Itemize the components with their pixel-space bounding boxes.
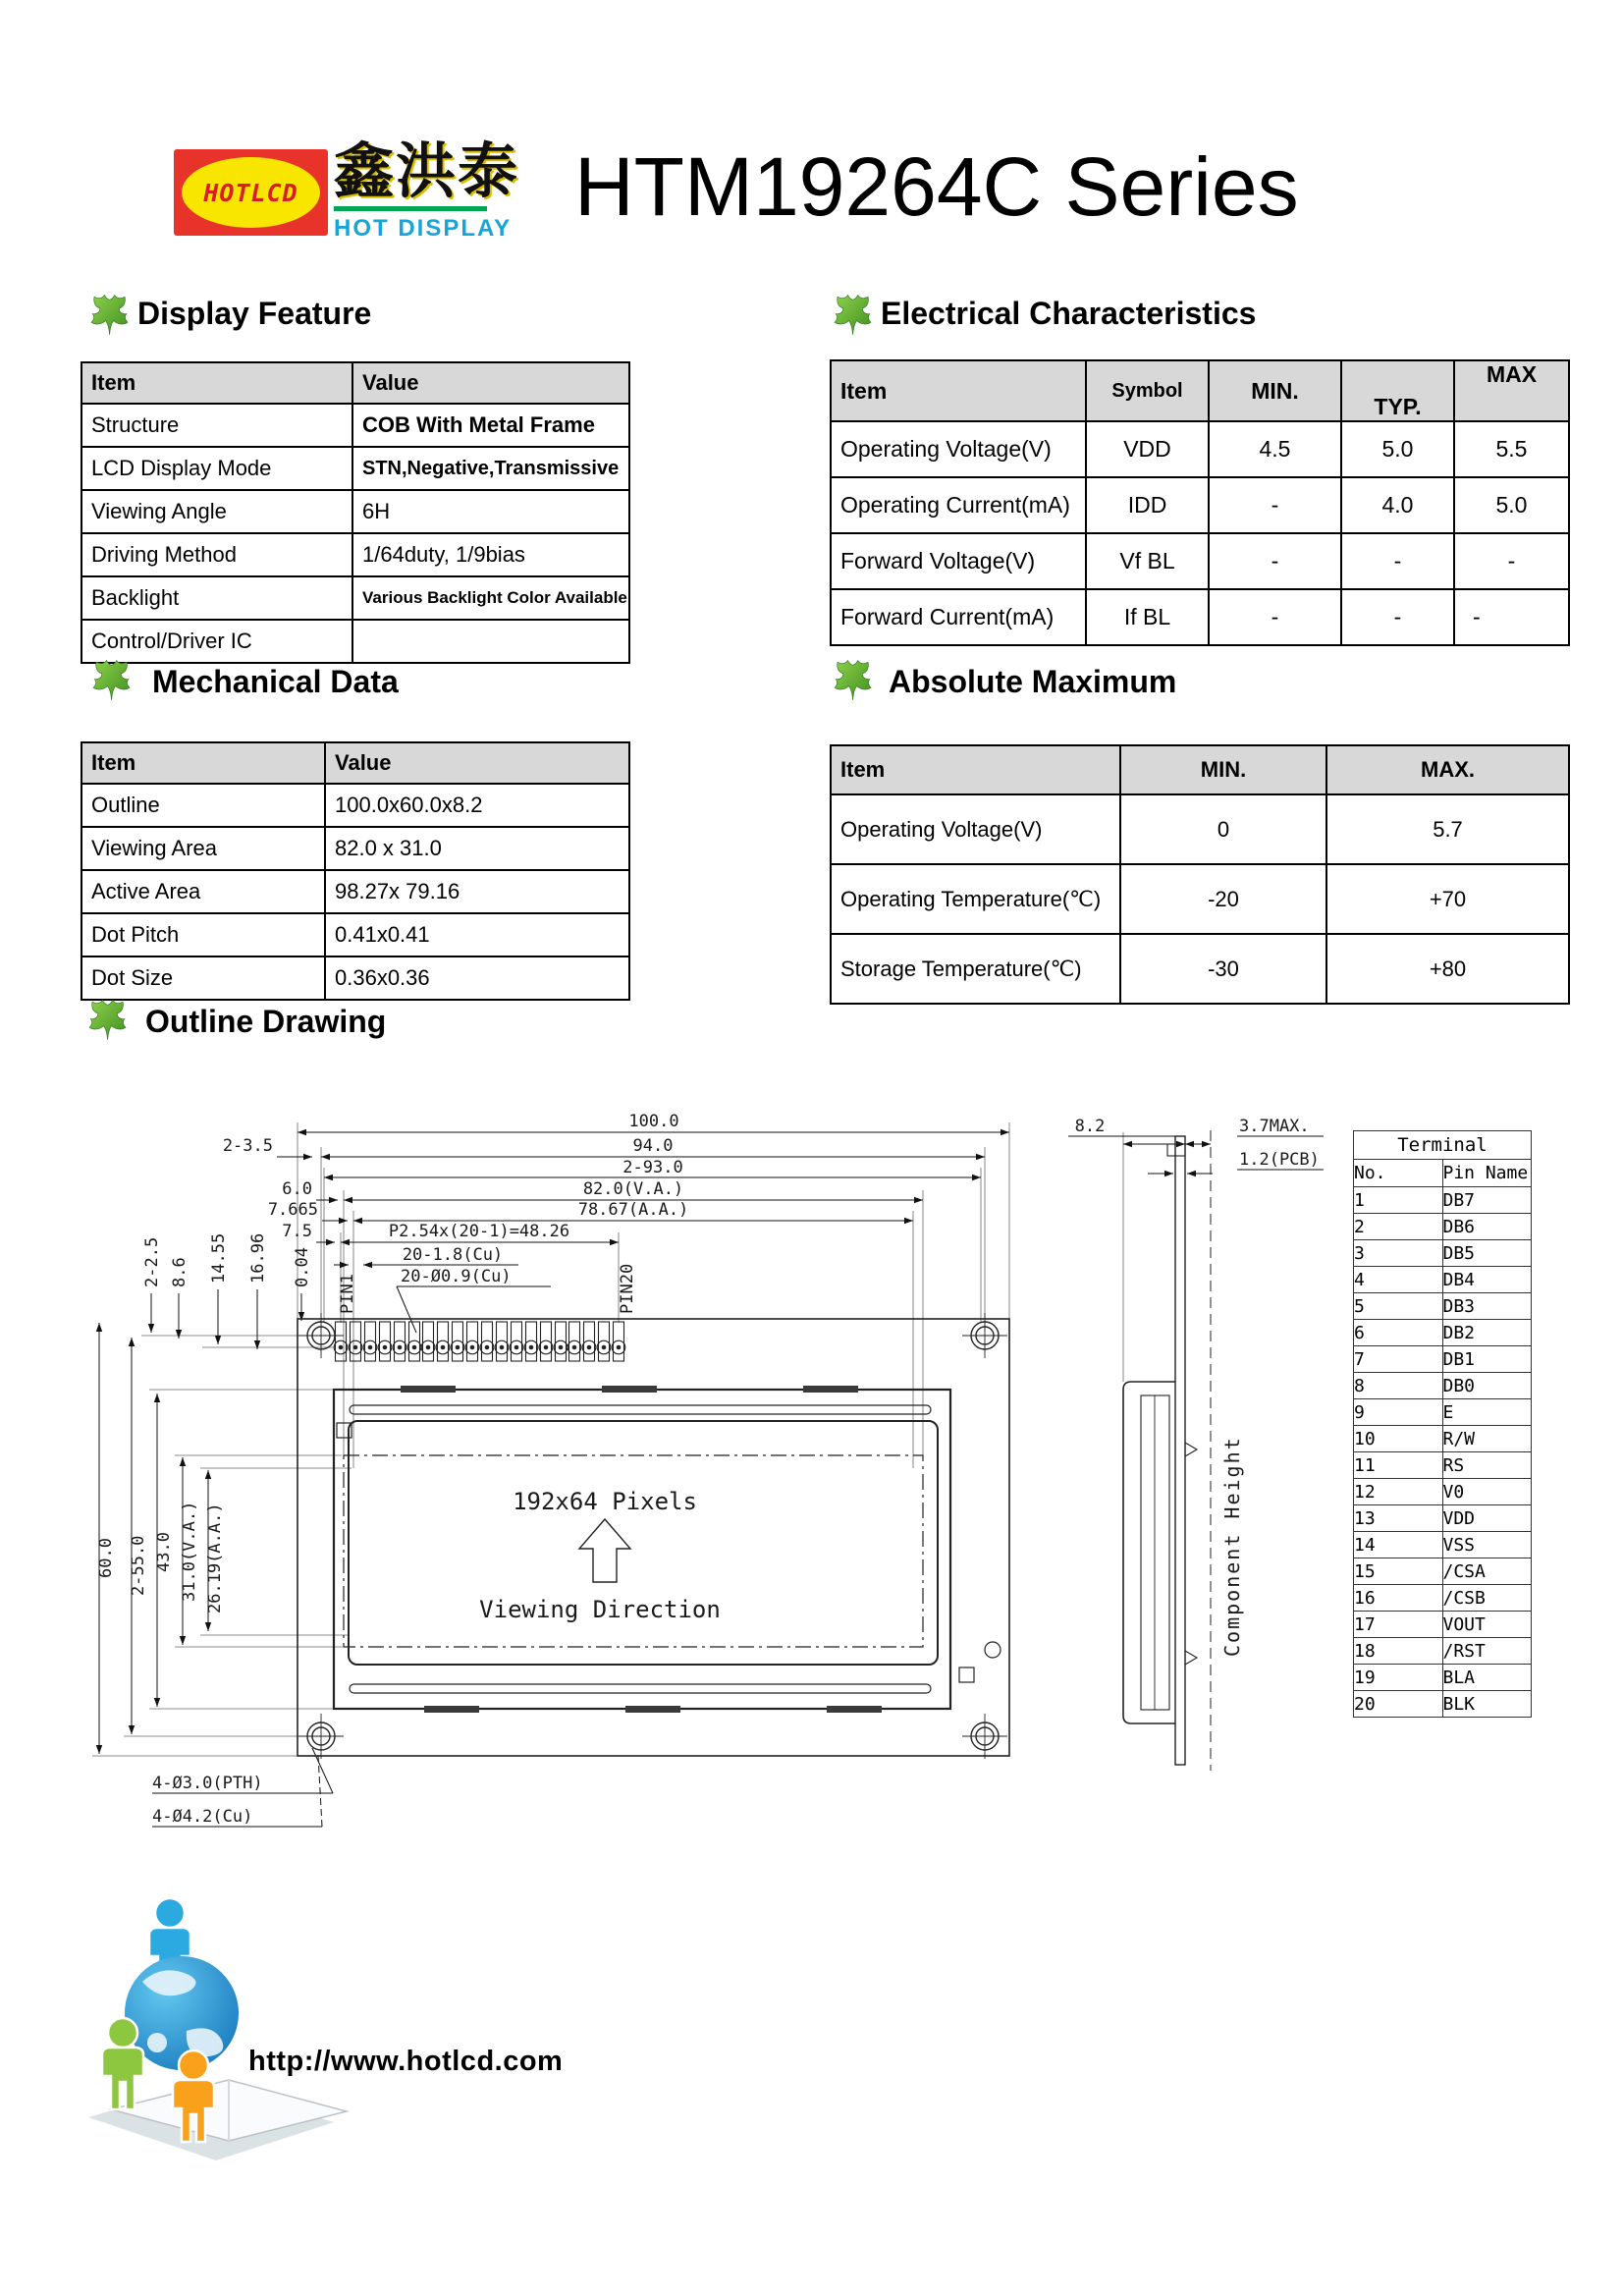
pin-name: DB7 xyxy=(1442,1187,1532,1214)
brand-logo xyxy=(174,149,328,236)
mechanical-table xyxy=(81,741,630,1001)
pin-number: 9 xyxy=(1354,1399,1443,1426)
side-view xyxy=(1123,1130,1211,1771)
footer-globe-logo xyxy=(83,1884,407,2178)
website-link[interactable]: http://www.hotlcd.com xyxy=(248,2046,564,2077)
table-row xyxy=(831,589,1569,645)
cell-typ: 4.0 xyxy=(1341,477,1454,533)
column-header: Symbol xyxy=(1086,360,1209,421)
mounting-hole xyxy=(298,1714,344,1759)
cell-item: Viewing Area xyxy=(81,827,325,870)
column-header: MAX xyxy=(1454,360,1569,421)
table-row xyxy=(831,421,1569,477)
viewing-direction-label: Viewing Direction xyxy=(479,1596,721,1623)
cell-max: +70 xyxy=(1326,864,1569,934)
cell-max: +80 xyxy=(1326,934,1569,1004)
pin-name: DB5 xyxy=(1442,1240,1532,1267)
logo-chinese-text: 鑫洪泰 xyxy=(334,137,520,204)
terminal-row xyxy=(1354,1187,1532,1214)
terminal-row xyxy=(1354,1505,1532,1532)
cell-item: Forward Current(mA) xyxy=(831,589,1086,645)
cell-symbol: Vf BL xyxy=(1086,533,1209,589)
mounting-hole xyxy=(962,1313,1007,1358)
dim-label: 2-2.5 xyxy=(142,1236,162,1287)
logo-ellipse xyxy=(182,157,320,228)
leaf-icon xyxy=(830,291,875,336)
cell-min: -30 xyxy=(1120,934,1326,1004)
terminal-row xyxy=(1354,1585,1532,1612)
cell-item: Operating Voltage(V) xyxy=(831,794,1120,864)
component-height-label: Component Height xyxy=(1220,1436,1244,1657)
pin20-label: PIN20 xyxy=(618,1263,637,1314)
column-header: Item xyxy=(81,742,325,784)
cell-max: - xyxy=(1454,589,1569,645)
cell-typ: - xyxy=(1341,533,1454,589)
terminal-row xyxy=(1354,1426,1532,1452)
column-header: No. xyxy=(1354,1160,1443,1187)
terminal-row xyxy=(1354,1452,1532,1479)
dim-label: 20-Ø0.9(Cu) xyxy=(401,1267,512,1286)
logo-underline xyxy=(334,206,487,211)
cell-value: STN,Negative,Transmissive xyxy=(352,447,629,490)
pin-number: 2 xyxy=(1354,1214,1443,1240)
cell-item: Driving Method xyxy=(81,533,352,576)
pin-name: RS xyxy=(1442,1452,1532,1479)
dim-label: 31.0(V.A.) xyxy=(180,1501,199,1602)
cell-symbol: VDD xyxy=(1086,421,1209,477)
table-row xyxy=(831,533,1569,589)
dim-label: 60.0 xyxy=(96,1538,116,1578)
pin-number: 11 xyxy=(1354,1452,1443,1479)
pin-number: 8 xyxy=(1354,1373,1443,1399)
leaf-icon xyxy=(84,996,130,1041)
pin-number: 13 xyxy=(1354,1505,1443,1532)
terminal-row xyxy=(1354,1399,1532,1426)
pin-name: DB3 xyxy=(1442,1293,1532,1320)
column-header: MAX. xyxy=(1326,745,1569,794)
pin-number: 7 xyxy=(1354,1346,1443,1373)
cell-min: - xyxy=(1209,533,1341,589)
dim-label: 94.0 xyxy=(632,1136,674,1156)
terminal-title: Terminal xyxy=(1354,1131,1532,1160)
column-header: MIN. xyxy=(1120,745,1326,794)
terminal-title-row xyxy=(1354,1131,1532,1160)
pin-name: VOUT xyxy=(1442,1612,1532,1638)
hole-callout: 4-Ø3.0(PTH) xyxy=(152,1774,263,1793)
cell-item: Control/Driver IC xyxy=(81,620,352,663)
cell-max: - xyxy=(1454,533,1569,589)
cell-value: 0.36x0.36 xyxy=(325,957,629,1000)
table-row xyxy=(81,404,629,447)
mounting-hole xyxy=(298,1313,344,1358)
person-figure-green xyxy=(102,2018,143,2109)
pin1-label: PIN1 xyxy=(338,1274,357,1314)
table-row xyxy=(831,794,1569,864)
cell-item: Forward Voltage(V) xyxy=(831,533,1086,589)
pin-name: DB1 xyxy=(1442,1346,1532,1373)
cell-item: Viewing Angle xyxy=(81,490,352,533)
leaf-icon xyxy=(86,291,132,336)
cell-value: 6H xyxy=(352,490,629,533)
terminal-table xyxy=(1353,1130,1532,1718)
cell-min: - xyxy=(1209,477,1341,533)
pixels-label: 192x64 Pixels xyxy=(513,1488,697,1515)
dim-label: 0.04 xyxy=(293,1247,312,1287)
dim-label: 43.0 xyxy=(154,1532,174,1572)
column-header: Value xyxy=(325,742,629,784)
terminal-row xyxy=(1354,1240,1532,1267)
cell-value: 100.0x60.0x8.2 xyxy=(325,784,629,827)
cell-item: Structure xyxy=(81,404,352,447)
dim-label: 2-93.0 xyxy=(622,1158,683,1177)
cell-value: 0.41x0.41 xyxy=(325,913,629,957)
page-title: HTM19264C Series xyxy=(574,140,1299,233)
display-feature-table xyxy=(81,361,630,664)
table-header-row xyxy=(81,362,629,404)
cell-value: 1/64duty, 1/9bias xyxy=(352,533,629,576)
cell-item: LCD Display Mode xyxy=(81,447,352,490)
pin-number: 14 xyxy=(1354,1532,1443,1558)
table-row xyxy=(81,576,629,620)
pin-number: 19 xyxy=(1354,1665,1443,1691)
table-row xyxy=(81,913,629,957)
dim-label: 8.2 xyxy=(1074,1117,1106,1136)
cell-typ: 5.0 xyxy=(1341,421,1454,477)
pin-number: 16 xyxy=(1354,1585,1443,1612)
hole-callout: 4-Ø4.2(Cu) xyxy=(152,1807,253,1827)
cell-item: Outline xyxy=(81,784,325,827)
dim-label: 26.19(A.A.) xyxy=(205,1503,225,1613)
terminal-header-row xyxy=(1354,1160,1532,1187)
cell-item: Operating Current(mA) xyxy=(831,477,1086,533)
pin-number: 4 xyxy=(1354,1267,1443,1293)
pin-number: 10 xyxy=(1354,1426,1443,1452)
dim-label: 7.665 xyxy=(267,1200,318,1220)
cell-max: 5.7 xyxy=(1326,794,1569,864)
leaf-icon xyxy=(88,656,134,701)
cell-item: Operating Voltage(V) xyxy=(831,421,1086,477)
table-row xyxy=(81,827,629,870)
cell-value: Various Backlight Color Available xyxy=(352,576,629,620)
pin-name: VSS xyxy=(1442,1532,1532,1558)
terminal-row xyxy=(1354,1267,1532,1293)
dim-label: 8.6 xyxy=(170,1257,189,1287)
cell-min: 0 xyxy=(1120,794,1326,864)
pin-name: R/W xyxy=(1442,1426,1532,1452)
table-header-row xyxy=(831,360,1569,421)
dim-label: P2.54x(20-1)=48.26 xyxy=(388,1222,570,1241)
pin-number: 20 xyxy=(1354,1691,1443,1718)
pin-name: DB2 xyxy=(1442,1320,1532,1346)
pin-name: E xyxy=(1442,1399,1532,1426)
pin-number: 17 xyxy=(1354,1612,1443,1638)
dim-label: 14.55 xyxy=(209,1232,229,1284)
pin-number: 3 xyxy=(1354,1240,1443,1267)
cell-symbol: If BL xyxy=(1086,589,1209,645)
terminal-row xyxy=(1354,1293,1532,1320)
cell-min: -20 xyxy=(1120,864,1326,934)
terminal-row xyxy=(1354,1612,1532,1638)
section-title-absolute-maximum: Absolute Maximum xyxy=(889,664,1177,699)
cell-value: 98.27x 79.16 xyxy=(325,870,629,913)
cell-item: Operating Temperature(℃) xyxy=(831,864,1120,934)
pin-name: VDD xyxy=(1442,1505,1532,1532)
pin-name: DB4 xyxy=(1442,1267,1532,1293)
logo-brand-text: HOTLCD xyxy=(203,178,298,207)
cell-value: COB With Metal Frame xyxy=(352,404,629,447)
table-row xyxy=(81,620,629,663)
table-row xyxy=(81,784,629,827)
column-header: Item xyxy=(81,362,352,404)
table-row xyxy=(831,864,1569,934)
dim-label: 1.2(PCB) xyxy=(1239,1150,1320,1170)
terminal-row xyxy=(1354,1373,1532,1399)
dim-label: 20-1.8(Cu) xyxy=(402,1245,504,1265)
pin-name: /CSB xyxy=(1442,1585,1532,1612)
cell-max: 5.5 xyxy=(1454,421,1569,477)
cell-value xyxy=(352,620,629,663)
column-header: MIN. xyxy=(1209,360,1341,421)
table-row xyxy=(81,447,629,490)
pin-number: 15 xyxy=(1354,1558,1443,1585)
table-row xyxy=(831,477,1569,533)
pin-name: DB6 xyxy=(1442,1214,1532,1240)
electrical-table xyxy=(830,359,1570,646)
table-row xyxy=(831,934,1569,1004)
terminal-row xyxy=(1354,1214,1532,1240)
column-header: Item xyxy=(831,745,1120,794)
dim-label: 82.0(V.A.) xyxy=(582,1179,684,1199)
column-header: Value xyxy=(352,362,629,404)
dim-label: 2-3.5 xyxy=(222,1136,273,1156)
terminal-row xyxy=(1354,1665,1532,1691)
terminal-row xyxy=(1354,1532,1532,1558)
column-header: Pin Name xyxy=(1442,1160,1532,1187)
outline-drawing-svg xyxy=(55,1075,1571,1890)
section-title-electrical: Electrical Characteristics xyxy=(881,296,1257,331)
table-row xyxy=(81,870,629,913)
table-header-row xyxy=(81,742,629,784)
dim-label: 2-55.0 xyxy=(129,1535,148,1596)
front-view xyxy=(298,1319,1009,1756)
cell-min: 4.5 xyxy=(1209,421,1341,477)
dim-label: 100.0 xyxy=(628,1112,679,1131)
mounting-hole xyxy=(962,1714,1007,1759)
terminal-row xyxy=(1354,1479,1532,1505)
logo-subtitle: HOT DISPLAY xyxy=(334,215,513,242)
table-row xyxy=(81,957,629,1000)
terminal-row xyxy=(1354,1320,1532,1346)
dim-label: 78.67(A.A.) xyxy=(577,1200,689,1220)
dim-label: 16.96 xyxy=(248,1232,268,1284)
leaf-icon xyxy=(830,656,875,701)
section-title-display-feature: Display Feature xyxy=(137,296,372,331)
cell-item: Dot Pitch xyxy=(81,913,325,957)
cell-value: 82.0 x 31.0 xyxy=(325,827,629,870)
pin-name: BLA xyxy=(1442,1665,1532,1691)
pin-number: 1 xyxy=(1354,1187,1443,1214)
pin-number: 18 xyxy=(1354,1638,1443,1665)
pin-name: /RST xyxy=(1442,1638,1532,1665)
outline-drawing xyxy=(55,1075,1571,1890)
dim-label: 3.7MAX. xyxy=(1239,1117,1310,1136)
table-row xyxy=(81,533,629,576)
terminal-row xyxy=(1354,1558,1532,1585)
pin-number: 5 xyxy=(1354,1293,1443,1320)
cell-item: Active Area xyxy=(81,870,325,913)
cell-max: 5.0 xyxy=(1454,477,1569,533)
absolute-maximum-table xyxy=(830,744,1570,1005)
cell-item: Dot Size xyxy=(81,957,325,1000)
pin-name: BLK xyxy=(1442,1691,1532,1718)
cell-item: Storage Temperature(℃) xyxy=(831,934,1120,1004)
terminal-row xyxy=(1354,1346,1532,1373)
table-header-row xyxy=(831,745,1569,794)
cell-symbol: IDD xyxy=(1086,477,1209,533)
pin-name: V0 xyxy=(1442,1479,1532,1505)
cell-typ: - xyxy=(1341,589,1454,645)
pin-name: /CSA xyxy=(1442,1558,1532,1585)
pin-number: 12 xyxy=(1354,1479,1443,1505)
column-header: TYP. xyxy=(1341,360,1454,421)
terminal-row xyxy=(1354,1638,1532,1665)
table-row xyxy=(81,490,629,533)
column-header: Item xyxy=(831,360,1086,421)
pin-row xyxy=(334,1322,625,1361)
terminal-row xyxy=(1354,1691,1532,1718)
section-title-outline-drawing: Outline Drawing xyxy=(145,1004,387,1039)
dim-label: 6.0 xyxy=(282,1179,312,1199)
section-title-mechanical: Mechanical Data xyxy=(152,664,399,699)
cell-min: - xyxy=(1209,589,1341,645)
pin-name: DB0 xyxy=(1442,1373,1532,1399)
cell-item: Backlight xyxy=(81,576,352,620)
pin-number: 6 xyxy=(1354,1320,1443,1346)
dim-label: 7.5 xyxy=(282,1222,312,1241)
